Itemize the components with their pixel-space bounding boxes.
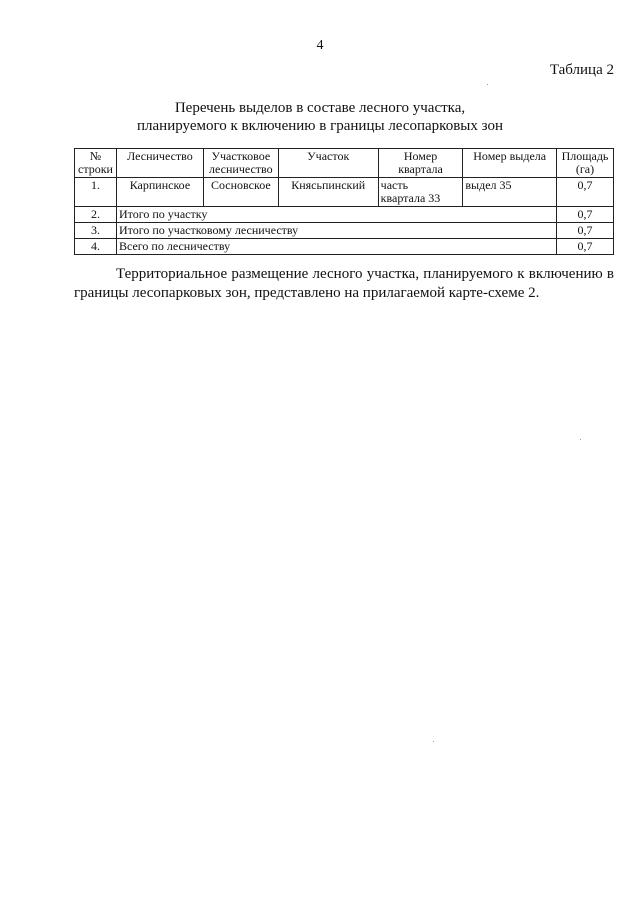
table-header-row (75, 149, 614, 178)
header-row-number: № строки (75, 149, 117, 178)
title-line-1: Перечень выделов в составе лесного участка, (174, 100, 466, 116)
allotments-table (74, 148, 614, 255)
table-row (75, 178, 614, 207)
body-paragraph: Территориальное размещение лесного участка, планируемого к включению в границы лесопарковых зон, представлено на прилагаемой карте-схеме 2. (74, 266, 614, 301)
table-label: Таблица 2 (549, 62, 614, 78)
cell-summary-label: Итого по участку (116, 207, 556, 223)
cell-forestry: Карпинское (116, 178, 203, 207)
cell-quarter-number: часть квартала 33 (378, 178, 463, 207)
header-district-forestry: Участковое лесничество (203, 149, 278, 178)
cell-row-number: 1. (75, 178, 117, 207)
cell-summary-label: Итого по участковому лесничеству (116, 223, 556, 239)
header-forestry: Лесничество (116, 149, 203, 178)
table-row (75, 207, 614, 223)
cell-area: 0,7 (557, 223, 614, 239)
header-area: Площадь (га) (557, 149, 614, 178)
header-plot: Участок (278, 149, 378, 178)
cell-area: 0,7 (557, 239, 614, 255)
cell-row-number: 2. (75, 207, 117, 223)
page-number: 4 (316, 38, 324, 53)
table-row (75, 239, 614, 255)
table-row (75, 223, 614, 239)
cell-plot: Княсьпинский (278, 178, 378, 207)
cell-district-forestry: Сосновское (203, 178, 278, 207)
scan-speck (433, 741, 434, 742)
cell-row-number: 4. (75, 239, 117, 255)
scan-speck (580, 439, 581, 440)
header-allotment-number: Номер выдела (463, 149, 557, 178)
scan-speck (487, 84, 488, 85)
document-title (0, 99, 640, 135)
cell-row-number: 3. (75, 223, 117, 239)
cell-area: 0,7 (557, 207, 614, 223)
title-line-2: планируемого к включению в границы лесопарковых зон (137, 118, 503, 134)
cell-summary-label: Всего по лесничеству (116, 239, 556, 255)
cell-allotment-number: выдел 35 (463, 178, 557, 207)
header-quarter-number: Номер квартала (378, 149, 463, 178)
cell-area: 0,7 (557, 178, 614, 207)
